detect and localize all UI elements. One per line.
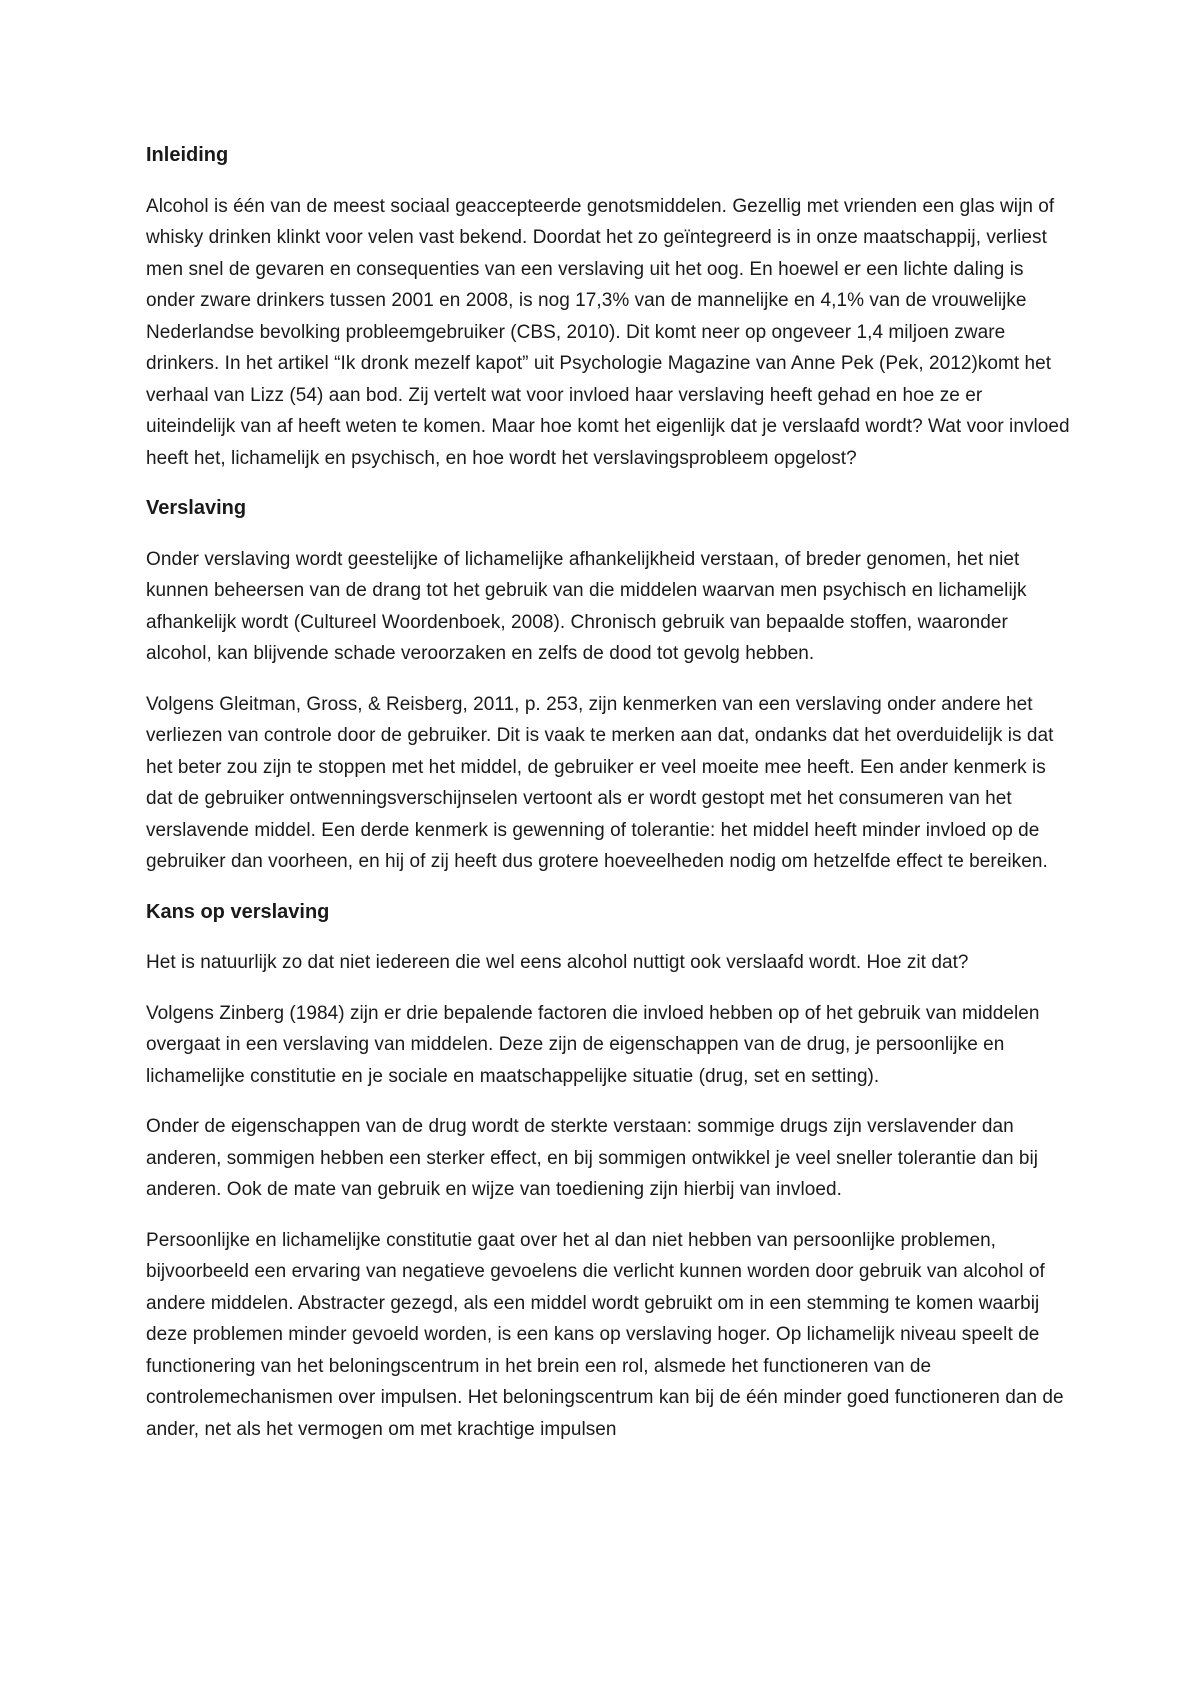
section-kans-op-verslaving [146, 897, 1076, 1446]
section-heading: Verslaving [146, 497, 247, 519]
paragraph: Onder de eigenschappen van de drug wordt de sterkte verstaan: sommige drugs zijn verslavender dan anderen, sommigen hebben een sterker effect, en bij sommigen ontwikkel je veel sneller tolerantie dan bij anderen. Ook de mate van gebruik en wijze van toediening zijn hierbij van invloed. [146, 1116, 1039, 1200]
paragraph: Persoonlijke en lichamelijke constitutie gaat over het al dan niet hebben van persoonlijke problemen, bijvoorbeeld een ervaring van negatieve gevoelens die verlicht kunnen worden door gebruik van alcohol of andere middelen. Abstracter gezegd, als een middel wordt gebruikt om in een stemming te komen waarbij deze problemen minder gevoeld worden, is een kans op verslaving hoger. Op lichamelijk niveau speelt de functionering van het beloningscentrum in het brein een rol, alsmede het functioneren van de controlemechanismen over impulsen. Het beloningscentrum kan bij de één minder goed functioneren dan de ander, net als het vermogen om met krachtige impulsen [146, 1229, 1064, 1440]
paragraph: Alcohol is één van de meest sociaal geaccepteerde genotsmiddelen. Gezellig met vrienden een glas wijn of whisky drinken klinkt voor velen vast bekend. Doordat het zo geïntegreerd is in onze maatschappij, verliest men snel de gevaren en consequenties van een verslaving uit het oog. En hoewel er een lichte daling is onder zware drinkers tussen 2001 en 2008, is nog 17,3% van de mannelijke en 4,1% van de vrouwelijke Nederlandse bevolking probleemgebruiker (CBS, 2010). Dit komt neer op ongeveer 1,4 miljoen zware drinkers. In het artikel “Ik dronk mezelf kapot” uit Psychologie Magazine van Anne Pek (Pek, 2012)komt het verhaal van Lizz (54) aan bod. Zij vertelt wat voor invloed haar verslaving heeft gehad en hoe ze er uiteindelijk van af heeft weten te komen. Maar hoe komt het eigenlijk dat je verslaafd wordt? Wat voor invloed heeft het, lichamelijk en psychisch, en hoe wordt het verslavingsprobleem opgelost? [146, 195, 1070, 469]
section-heading: Kans op verslaving [146, 900, 330, 923]
section-heading: Inleiding [146, 144, 229, 166]
document-page [146, 140, 1076, 1464]
section-inleiding [146, 140, 1076, 474]
paragraph: Volgens Zinberg (1984) zijn er drie bepalende factoren die invloed hebben op of het gebruik van middelen overgaat in een verslaving van middelen. Deze zijn de eigenschappen van de drug, je persoonlijke en lichamelijke constitutie en je sociale en maatschappelijke situatie (drug, set en setting). [146, 1002, 1040, 1087]
paragraph: Het is natuurlijk zo dat niet iedereen die wel eens alcohol nuttigt ook verslaafd wordt. Hoe zit dat? [146, 952, 969, 973]
section-verslaving [146, 493, 1076, 878]
paragraph: Volgens Gleitman, Gross, & Reisberg, 2011, p. 253, zijn kenmerken van een verslaving onder andere het verliezen van controle door de gebruiker. Dit is vaak te merken aan dat, ondanks dat het overduidelijk is dat het beter zou zijn te stoppen met het middel, de gebruiker er veel moeite mee heeft. Een ander kenmerk is dat de gebruiker ontwenningsverschijnselen vertoont als er wordt gestopt met het consumeren van het verslavende middel. Een derde kenmerk is gewenning of tolerantie: het middel heeft minder invloed op de gebruiker dan voorheen, en hij of zij heeft dus grotere hoeveelheden nodig om hetzelfde effect te bereiken. [146, 693, 1054, 872]
paragraph: Onder verslaving wordt geestelijke of lichamelijke afhankelijkheid verstaan, of breder genomen, het niet kunnen beheersen van de drang tot het gebruik van die middelen waarvan men psychisch en lichamelijk afhankelijk wordt (Cultureel Woordenboek, 2008). Chronisch gebruik van bepaalde stoffen, waaronder alcohol, kan blijvende schade veroorzaken en zelfs de dood tot gevolg hebben. [146, 548, 1027, 664]
